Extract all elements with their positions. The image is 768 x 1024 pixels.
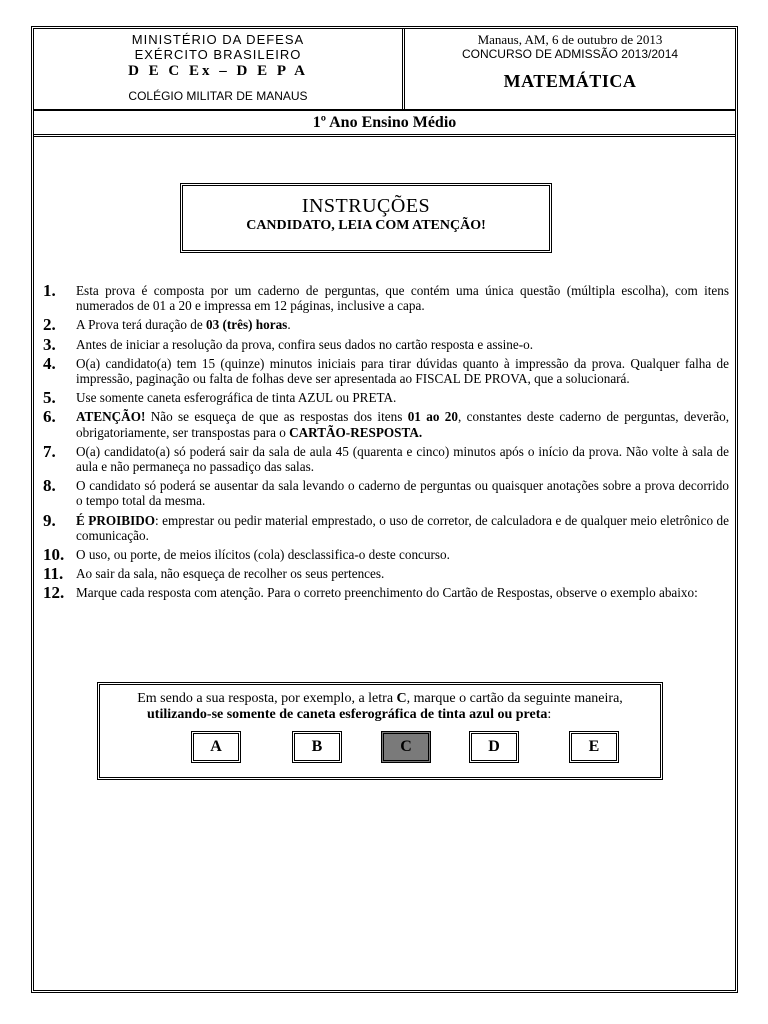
instruction-text: Esta prova é composta por um caderno de perguntas, que contém uma única questão (múltipla escolha), com itens numerados de 01 a 20 e impressa em 12 páginas, inclusive a capa. (76, 283, 729, 314)
instruction-text: Use somente caneta esferográfica de tinta AZUL ou PRETA. (76, 390, 397, 406)
answer-option-e: E (569, 731, 619, 763)
instruction-emphasis: CARTÃO-RESPOSTA. (289, 424, 423, 440)
instruction-number: 5. (43, 388, 56, 408)
answer-option-b: B (292, 731, 342, 763)
instruction-item (43, 564, 729, 584)
answer-example-box (97, 682, 663, 780)
instruction-number: 6. (43, 407, 56, 427)
instruction-item (43, 353, 729, 387)
instruction-emphasis: ATENÇÃO! (76, 409, 146, 425)
instruction-text: O(a) candidato(a) tem 15 (quinze) minutos iniciais para tirar dúvidas quanto à impressão da prova. Qualquer falha de impressão, paginação ou falta de folhas deve ser apresentada ao FISCAL DE PROVA, que a solucionará. (76, 355, 729, 387)
ministry-line: MINISTÉRIO DA DEFESA (131, 32, 305, 47)
instruction-item (43, 545, 729, 565)
example-letter: C (396, 691, 407, 706)
instruction-text: O candidato só poderá se ausentar da sala levando o caderno de perguntas ou quaisquer anotações sobre a prova decorrido o tempo total da mesma. (76, 478, 729, 509)
instruction-number: 10. (43, 545, 65, 565)
school-line: COLÉGIO MILITAR DE MANAUS (128, 89, 308, 103)
instruction-text: O uso, ou porte, de meios ilícitos (cola) desclassifica-o deste concurso. (76, 547, 450, 563)
instruction-emphasis: É PROIBIDO (76, 512, 155, 528)
answer-option-a: A (191, 731, 241, 763)
example-line-2 (100, 707, 660, 723)
instruction-number: 4. (43, 353, 56, 373)
header (34, 29, 735, 111)
instruction-number: 1. (43, 281, 56, 300)
instruction-number: 8. (43, 476, 56, 496)
instruction-item (43, 409, 729, 439)
instruction-number: 11. (43, 564, 64, 584)
instruction-text: O(a) candidato(a) só poderá sair da sala de aula 45 (quarenta e cinco) minutos após o início da prova. Não volte à sala de aula e não permaneça no passadiço das salas. (76, 443, 729, 475)
instruction-item (43, 478, 729, 508)
instruction-text: Antes de iniciar a resolução da prova, confira seus dados no cartão resposta e assine-o. (76, 336, 533, 352)
instruction-text: . (287, 317, 291, 333)
subject-title: MATEMÁTICA (503, 71, 637, 91)
instruction-item (43, 583, 729, 603)
exam-cover-frame (31, 26, 738, 993)
instruction-text: : emprestar ou pedir material emprestado, o uso de corretor, de calculadora e de qualquer meio eletrônico de comunicação. (76, 512, 729, 543)
answer-option-c: C (381, 731, 431, 763)
example-line-1 (100, 691, 660, 707)
instruction-item (43, 441, 729, 475)
example-text-post: , marque o cartão da seguinte maneira, (406, 691, 623, 706)
example-colon: : (547, 707, 552, 722)
instruction-number: 9. (43, 510, 56, 530)
army-line: EXÉRCITO BRASILEIRO (134, 47, 302, 62)
institution-block (34, 29, 405, 109)
department-line: D E C Ex – D E P A (128, 63, 308, 79)
instruction-emphasis: 01 ao 20 (407, 409, 458, 425)
instruction-number: 12. (43, 583, 65, 603)
instruction-number: 7. (43, 441, 56, 461)
instruction-item (43, 510, 729, 543)
date-line: Manaus, AM, 6 de outubro de 2013 (477, 32, 663, 47)
contest-line: CONCURSO DE ADMISSÃO 2013/2014 (461, 47, 679, 61)
instruction-text: , constantes deste caderno de perguntas, deverão, obrigatoriamente, ser transpostas para o (76, 409, 729, 440)
instructions-box (180, 183, 552, 253)
instruction-item (43, 283, 729, 313)
instruction-text: A Prova terá duração de (76, 317, 206, 333)
instructions-subtitle: CANDIDATO, LEIA COM ATENÇÃO! (246, 218, 486, 233)
instruction-text: Ao sair da sala, não esqueça de recolher os seus pertences. (76, 566, 385, 582)
instructions-list (43, 283, 729, 605)
instruction-item (43, 388, 729, 408)
example-pen-rule: utilizando-se somente de caneta esferográfica de tinta azul ou preta (147, 707, 548, 722)
answer-options (100, 731, 660, 771)
answer-option-d: D (469, 731, 519, 763)
instruction-item (43, 315, 729, 335)
instruction-item (43, 334, 729, 354)
exam-info-block (405, 29, 735, 109)
instruction-emphasis: 03 (três) horas (206, 317, 288, 333)
instruction-text: Não se esqueça de que as respostas dos itens (145, 409, 408, 425)
example-text-pre: Em sendo a sua resposta, por exemplo, a letra (137, 691, 397, 706)
instructions-title: INSTRUÇÕES (301, 195, 431, 217)
instruction-text: Marque cada resposta com atenção. Para o correto preenchimento do Cartão de Respostas, observe o exemplo abaixo: (76, 585, 698, 601)
grade-banner: 1º Ano Ensino Médio (34, 111, 735, 137)
instruction-number: 2. (43, 315, 56, 335)
instruction-number: 3. (43, 334, 56, 354)
